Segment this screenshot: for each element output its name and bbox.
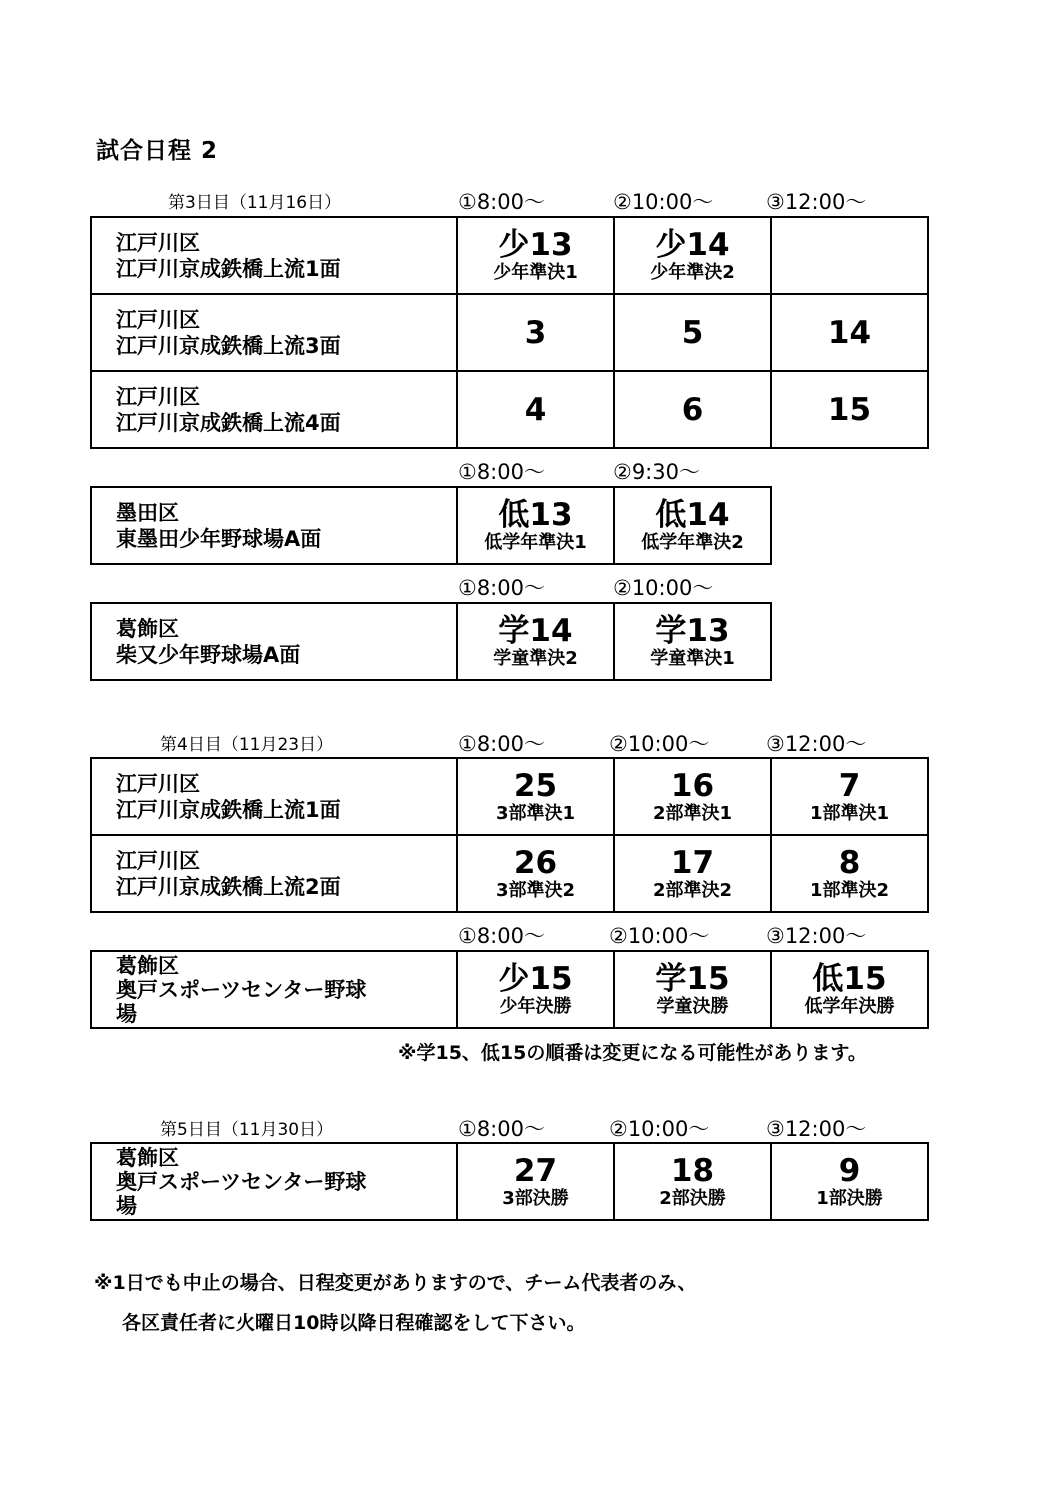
- field-name: 奥戸スポーツセンター野球: [116, 1169, 367, 1194]
- game-number: 7: [838, 767, 861, 804]
- venue-cell: [91, 371, 457, 448]
- table-row: [91, 603, 771, 680]
- game-label: 2部準決2: [652, 879, 733, 901]
- game-cell: [457, 487, 614, 564]
- ward-name: 葛飾区: [116, 616, 179, 641]
- game-label: 2部準決1: [652, 802, 733, 824]
- game-number: 低14: [655, 496, 730, 533]
- game-number: 4: [524, 391, 547, 428]
- game-cell: [457, 951, 614, 1028]
- game-label: 1部準決1: [809, 802, 890, 824]
- day4-b-slot-2: ②10:00～: [609, 924, 710, 948]
- ward-name: 江戸川区: [116, 230, 200, 255]
- game-label: 少年決勝: [499, 995, 572, 1017]
- day4-b-slot-1: ①8:00～: [458, 924, 545, 948]
- game-label: 少年準決2: [650, 261, 735, 283]
- day4-slot-1: ①8:00～: [458, 732, 545, 756]
- footer-note-line1: ※1日でも中止の場合、日程変更がありますので、チーム代表者のみ、: [94, 1272, 697, 1294]
- game-label: 少年準決1: [493, 261, 578, 283]
- venue-cell: [91, 217, 457, 294]
- game-number: 18: [670, 1152, 715, 1189]
- day3-table-a: [90, 216, 929, 449]
- game-cell: [614, 835, 771, 912]
- game-cell: [771, 951, 928, 1028]
- day3-table-c: [90, 602, 772, 681]
- table-row: [91, 758, 928, 835]
- ward-name: 墨田区: [116, 500, 179, 525]
- game-label: 3部準決2: [495, 879, 576, 901]
- game-cell: [614, 951, 771, 1028]
- table-row: [91, 217, 928, 294]
- game-number: 少14: [655, 226, 730, 263]
- game-cell: [614, 758, 771, 835]
- game-label: 低学年決勝: [804, 995, 895, 1017]
- game-cell: [614, 487, 771, 564]
- day4-slot-2: ②10:00～: [609, 732, 710, 756]
- venue-cell: [91, 603, 457, 680]
- ward-name: 江戸川区: [116, 307, 200, 332]
- game-number: 学15: [655, 960, 730, 997]
- ward-name: 江戸川区: [116, 384, 200, 409]
- game-label: 3部決勝: [502, 1187, 569, 1209]
- ward-name: 葛飾区: [116, 953, 179, 978]
- game-number: 8: [838, 844, 861, 881]
- game-number: 5: [681, 314, 704, 351]
- game-label: 学童準決1: [650, 647, 735, 669]
- game-label: 1部決勝: [816, 1187, 883, 1209]
- day3-b-slot-2: ②9:30～: [613, 460, 700, 484]
- field-name-cont: 場: [116, 1001, 137, 1026]
- day5-slot-2: ②10:00～: [609, 1117, 710, 1141]
- field-name: 柴又少年野球場A面: [116, 642, 301, 667]
- venue-cell: [91, 835, 457, 912]
- game-number: 6: [681, 391, 704, 428]
- day5-table: [90, 1142, 929, 1221]
- field-name: 江戸川京成鉄橋上流4面: [116, 410, 341, 435]
- game-cell: [614, 217, 771, 294]
- game-number: 26: [513, 844, 558, 881]
- venue-cell: [91, 951, 457, 1028]
- day5-slot-1: ①8:00～: [458, 1117, 545, 1141]
- game-number: 学14: [498, 612, 573, 649]
- table-row: [91, 835, 928, 912]
- game-cell: [457, 758, 614, 835]
- footer-note-line2: 各区責任者に火曜日10時以降日程確認をして下さい。: [122, 1312, 586, 1334]
- table-row: [91, 487, 771, 564]
- game-number: 学13: [655, 612, 730, 649]
- venue-cell: [91, 1143, 457, 1220]
- day4-table-a: [90, 757, 929, 913]
- game-cell: [614, 1143, 771, 1220]
- game-label: 学童準決2: [493, 647, 578, 669]
- day5-slot-3: ③12:00～: [766, 1117, 867, 1141]
- game-number: 15: [827, 391, 872, 428]
- field-name: 江戸川京成鉄橋上流1面: [116, 797, 341, 822]
- game-cell: [457, 1143, 614, 1220]
- day3-c-slot-1: ①8:00～: [458, 576, 545, 600]
- game-cell: [771, 758, 928, 835]
- game-label: 1部準決2: [809, 879, 890, 901]
- game-label: 低学年準決1: [484, 531, 587, 553]
- day3-slot-3: ③12:00～: [766, 190, 867, 214]
- day3-slot-1: ①8:00～: [458, 190, 545, 214]
- field-name: 江戸川京成鉄橋上流2面: [116, 874, 341, 899]
- game-number: 少15: [498, 960, 573, 997]
- day4-b-slot-3: ③12:00～: [766, 924, 867, 948]
- table-row: [91, 951, 928, 1028]
- game-cell: [614, 603, 771, 680]
- game-cell: [457, 217, 614, 294]
- game-cell: [614, 294, 771, 371]
- day3-b-slot-1: ①8:00～: [458, 460, 545, 484]
- game-number: 9: [838, 1152, 861, 1189]
- field-name: 江戸川京成鉄橋上流3面: [116, 333, 341, 358]
- venue-cell: [91, 294, 457, 371]
- game-cell: [771, 1143, 928, 1220]
- field-name: 江戸川京成鉄橋上流1面: [116, 256, 341, 281]
- game-number: 低15: [812, 960, 887, 997]
- game-cell: [457, 371, 614, 448]
- ward-name: 葛飾区: [116, 1145, 179, 1170]
- game-label: 2部決勝: [659, 1187, 726, 1209]
- day3-c-slot-2: ②10:00～: [613, 576, 714, 600]
- game-label: 低学年準決2: [641, 531, 744, 553]
- day4-table-b: [90, 950, 929, 1029]
- field-name: 東墨田少年野球場A面: [116, 526, 322, 551]
- venue-cell: [91, 487, 457, 564]
- game-label: 学童決勝: [656, 995, 729, 1017]
- game-number: 低13: [498, 496, 573, 533]
- game-cell: [771, 371, 928, 448]
- game-cell: [614, 371, 771, 448]
- field-name: 奥戸スポーツセンター野球: [116, 977, 367, 1002]
- day3-slot-2: ②10:00～: [613, 190, 714, 214]
- game-number: 3: [524, 314, 547, 351]
- game-number: 27: [513, 1152, 558, 1189]
- venue-cell: [91, 758, 457, 835]
- game-cell: [771, 294, 928, 371]
- game-number: 17: [670, 844, 715, 881]
- table-row: [91, 371, 928, 448]
- ward-name: 江戸川区: [116, 771, 200, 796]
- page-title: 試合日程 2: [96, 138, 219, 164]
- game-number: 25: [513, 767, 558, 804]
- game-number: 少13: [498, 226, 573, 263]
- game-cell: [457, 835, 614, 912]
- game-number: 14: [827, 314, 872, 351]
- game-number: 16: [670, 767, 715, 804]
- game-cell: [771, 835, 928, 912]
- ward-name: 江戸川区: [116, 848, 200, 873]
- table-row: [91, 1143, 928, 1220]
- order-change-note: ※学15、低15の順番は変更になる可能性があります。: [398, 1042, 867, 1064]
- field-name-cont: 場: [116, 1193, 137, 1218]
- game-cell: [771, 217, 928, 294]
- day4-header: 第4日目（11月23日）: [160, 735, 334, 755]
- day3-header: 第3日目（11月16日）: [168, 193, 342, 213]
- game-cell: [457, 603, 614, 680]
- day3-table-b: [90, 486, 772, 565]
- game-cell: [457, 294, 614, 371]
- day4-slot-3: ③12:00～: [766, 732, 867, 756]
- table-row: [91, 294, 928, 371]
- day5-header: 第5日目（11月30日）: [160, 1120, 334, 1140]
- game-label: 3部準決1: [495, 802, 576, 824]
